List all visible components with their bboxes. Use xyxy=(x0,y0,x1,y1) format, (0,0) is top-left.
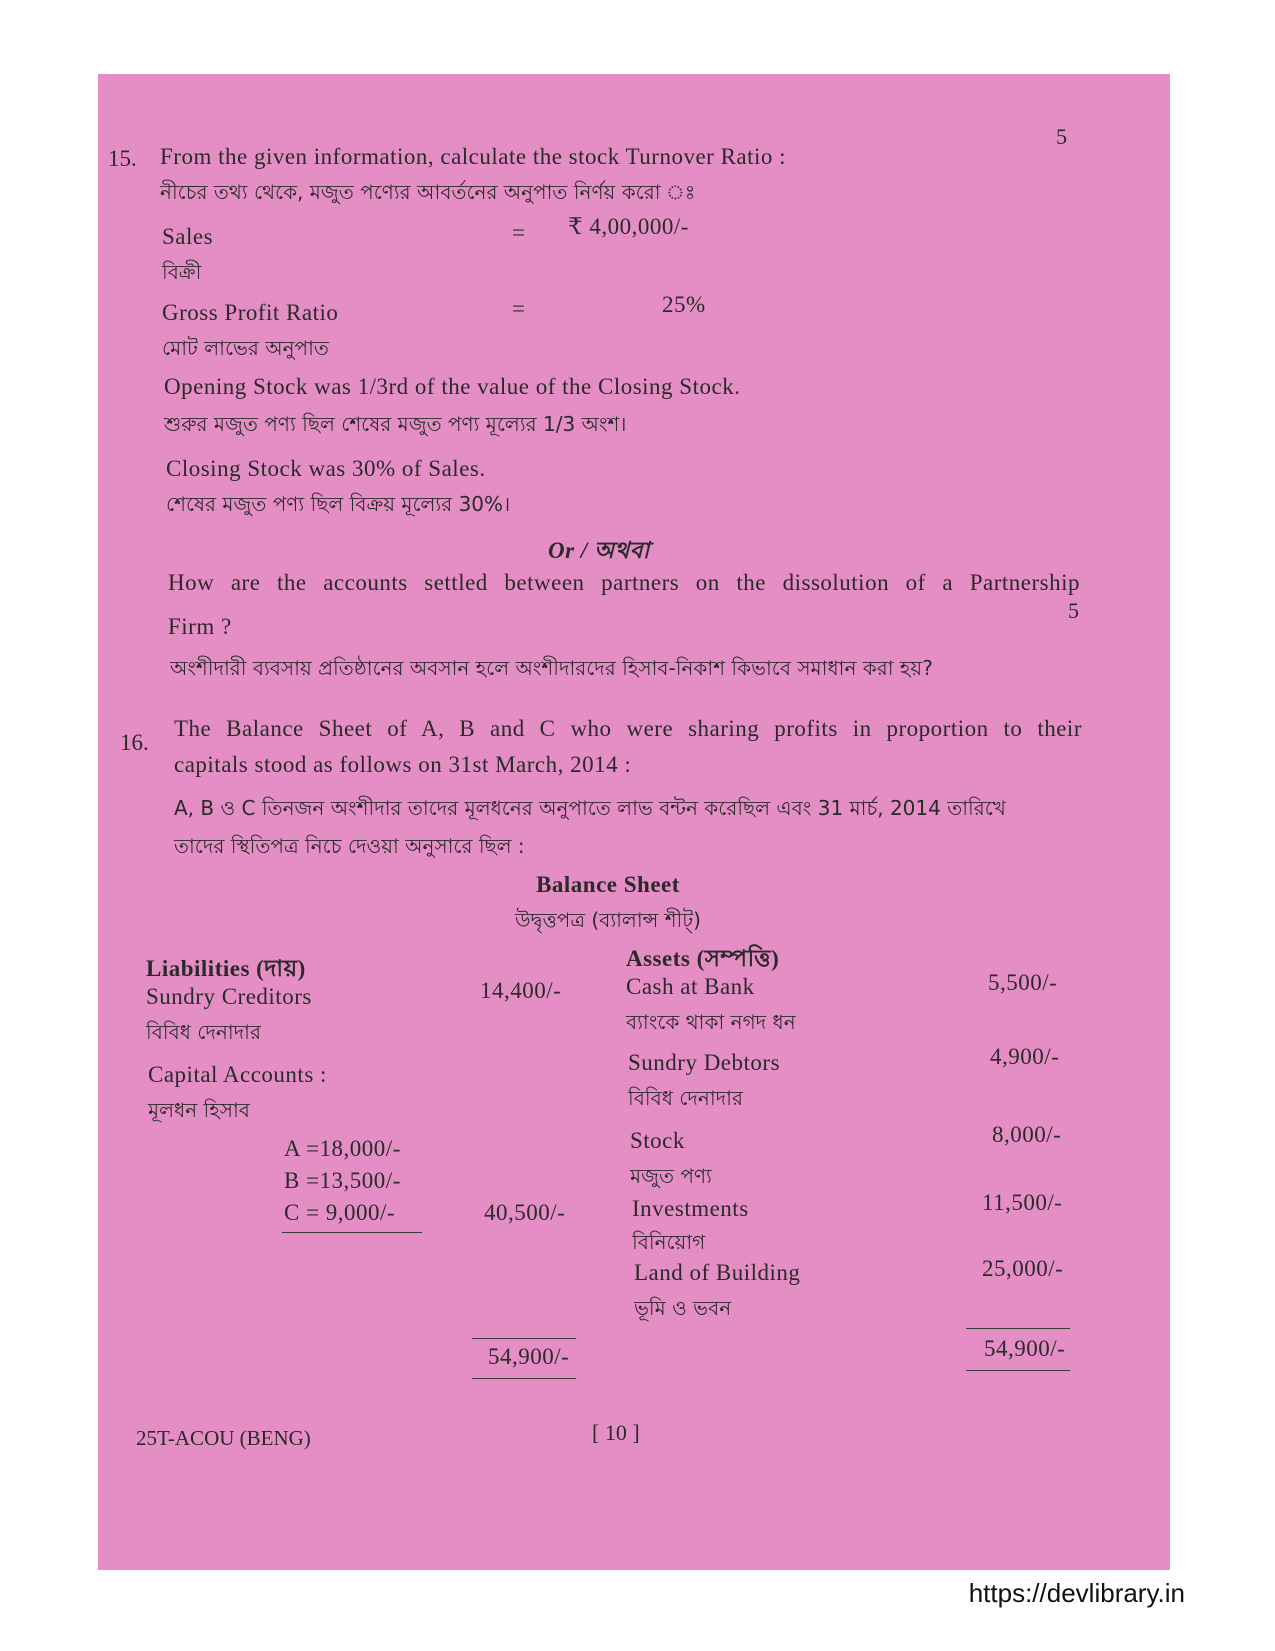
gross-profit-ratio-value: 25% xyxy=(662,292,706,317)
investments-en: Investments xyxy=(632,1196,749,1221)
opening-stock-en: Opening Stock was 1/3rd of the value of the Closing Stock. xyxy=(164,374,741,399)
question-16-text-bn-line2: তাদের স্থিতিপত্র নিচে দেওয়া অনুসারে ছিল : xyxy=(174,834,525,858)
cash-at-bank-amount: 5,500/- xyxy=(988,970,1058,995)
sundry-creditors-bn: বিবিধ দেনাদার xyxy=(146,1020,261,1044)
sales-label-en: Sales xyxy=(162,224,214,249)
question-15-text-en: From the given information, calculate the stock Turnover Ratio : xyxy=(160,144,787,169)
stock-amount: 8,000/- xyxy=(992,1122,1062,1147)
sundry-creditors-amount: 14,400/- xyxy=(480,978,562,1003)
closing-stock-bn: শেষের মজুত পণ্য ছিল বিক্রয় মূল্যের 30%। xyxy=(166,492,511,516)
capital-b: B =13,500/- xyxy=(284,1168,401,1193)
cash-at-bank-bn: ব্যাংকে থাকা নগদ ধন xyxy=(626,1010,796,1034)
assets-header: Assets (সম্পত্তি) xyxy=(626,946,780,971)
question-16-text-en-line2: capitals stood as follows on 31st March, 2014 : xyxy=(174,752,632,777)
capital-subtotal-underline xyxy=(282,1232,422,1233)
alt-question-bn: অংশীদারী ব্যবসায় প্রতিষ্ঠানের অবসান হলে অংশীদারদের হিসাব-নিকাশ কিভাবে সমাধান করা হয়? xyxy=(170,656,933,680)
watermark-url: https://devlibrary.in xyxy=(968,1578,1185,1608)
capital-accounts-en: Capital Accounts : xyxy=(148,1062,327,1087)
assets-total-top-rule xyxy=(966,1328,1070,1329)
capital-accounts-bn: মূলধন হিসাব xyxy=(148,1098,250,1122)
gross-profit-ratio-equals: = xyxy=(512,296,526,321)
land-building-en: Land of Building xyxy=(634,1260,801,1285)
gross-profit-ratio-label-en: Gross Profit Ratio xyxy=(162,300,339,325)
sundry-debtors-amount: 4,900/- xyxy=(990,1044,1060,1069)
sundry-debtors-en: Sundry Debtors xyxy=(628,1050,781,1075)
investments-amount: 11,500/- xyxy=(982,1190,1063,1215)
sundry-debtors-bn: বিবিধ দেনাদার xyxy=(628,1086,743,1110)
question-16-text-en-line1: The Balance Sheet of A, B and C who were sharing profits in proportion to their xyxy=(174,716,1082,741)
investments-bn: বিনিয়োগ xyxy=(632,1230,706,1254)
sales-value: ₹ 4,00,000/- xyxy=(568,214,689,239)
stock-bn: মজুত পণ্য xyxy=(630,1164,712,1188)
capital-a: A =18,000/- xyxy=(284,1136,401,1161)
liabilities-total-bottom-rule xyxy=(472,1378,576,1379)
cash-at-bank-en: Cash at Bank xyxy=(626,974,755,999)
question-15-marks: 5 xyxy=(1056,124,1067,149)
exam-page xyxy=(98,74,1170,1570)
balance-sheet-title-bn: উদ্বৃত্তপত্র (ব্যালান্স শীট্) xyxy=(515,908,701,932)
sales-equals: = xyxy=(512,220,526,245)
gross-profit-ratio-label-bn: মোট লাভের অনুপাত xyxy=(162,336,329,360)
or-separator: Or / অথবা xyxy=(548,538,650,563)
sundry-creditors-en: Sundry Creditors xyxy=(146,984,312,1009)
assets-total-amount: 54,900/- xyxy=(984,1336,1066,1361)
question-16-number: 16. xyxy=(120,730,149,755)
liabilities-total-top-rule xyxy=(472,1338,576,1339)
capital-c: C = 9,000/- xyxy=(284,1200,396,1225)
page-number: [ 10 ] xyxy=(592,1420,640,1445)
stock-en: Stock xyxy=(630,1128,685,1153)
paper-code: 25T-ACOU (BENG) xyxy=(136,1426,311,1450)
liabilities-header: Liabilities (দায়) xyxy=(146,956,306,981)
assets-total-bottom-rule xyxy=(966,1370,1070,1371)
alt-question-marks: 5 xyxy=(1068,598,1079,623)
liabilities-total-amount: 54,900/- xyxy=(488,1344,570,1369)
closing-stock-en: Closing Stock was 30% of Sales. xyxy=(166,456,486,481)
opening-stock-bn: শুরুর মজুত পণ্য ছিল শেষের মজুত পণ্য মূল্যের 1/3 অংশ। xyxy=(164,412,627,436)
question-15-number: 15. xyxy=(108,146,137,171)
land-building-amount: 25,000/- xyxy=(982,1256,1064,1281)
capital-total-amount: 40,500/- xyxy=(484,1200,566,1225)
balance-sheet-title-en: Balance Sheet xyxy=(536,872,680,897)
sales-label-bn: বিক্রী xyxy=(162,260,202,284)
alt-question-en-line1: How are the accounts settled between partners on the dissolution of a Partnership xyxy=(168,570,1080,595)
land-building-bn: ভূমি ও ভবন xyxy=(634,1296,732,1320)
alt-question-en-line2: Firm ? xyxy=(168,614,232,639)
question-16-text-bn-line1: A, B ও C তিনজন অংশীদার তাদের মূলধনের অনুপাতে লাভ বন্টন করেছিল এবং 31 মার্চ, 2014 তারিখে xyxy=(174,796,1006,820)
question-15-text-bn: নীচের তথ্য থেকে, মজুত পণ্যের আবর্তনের অনুপাত নির্ণয় করো ঃ xyxy=(160,180,696,204)
